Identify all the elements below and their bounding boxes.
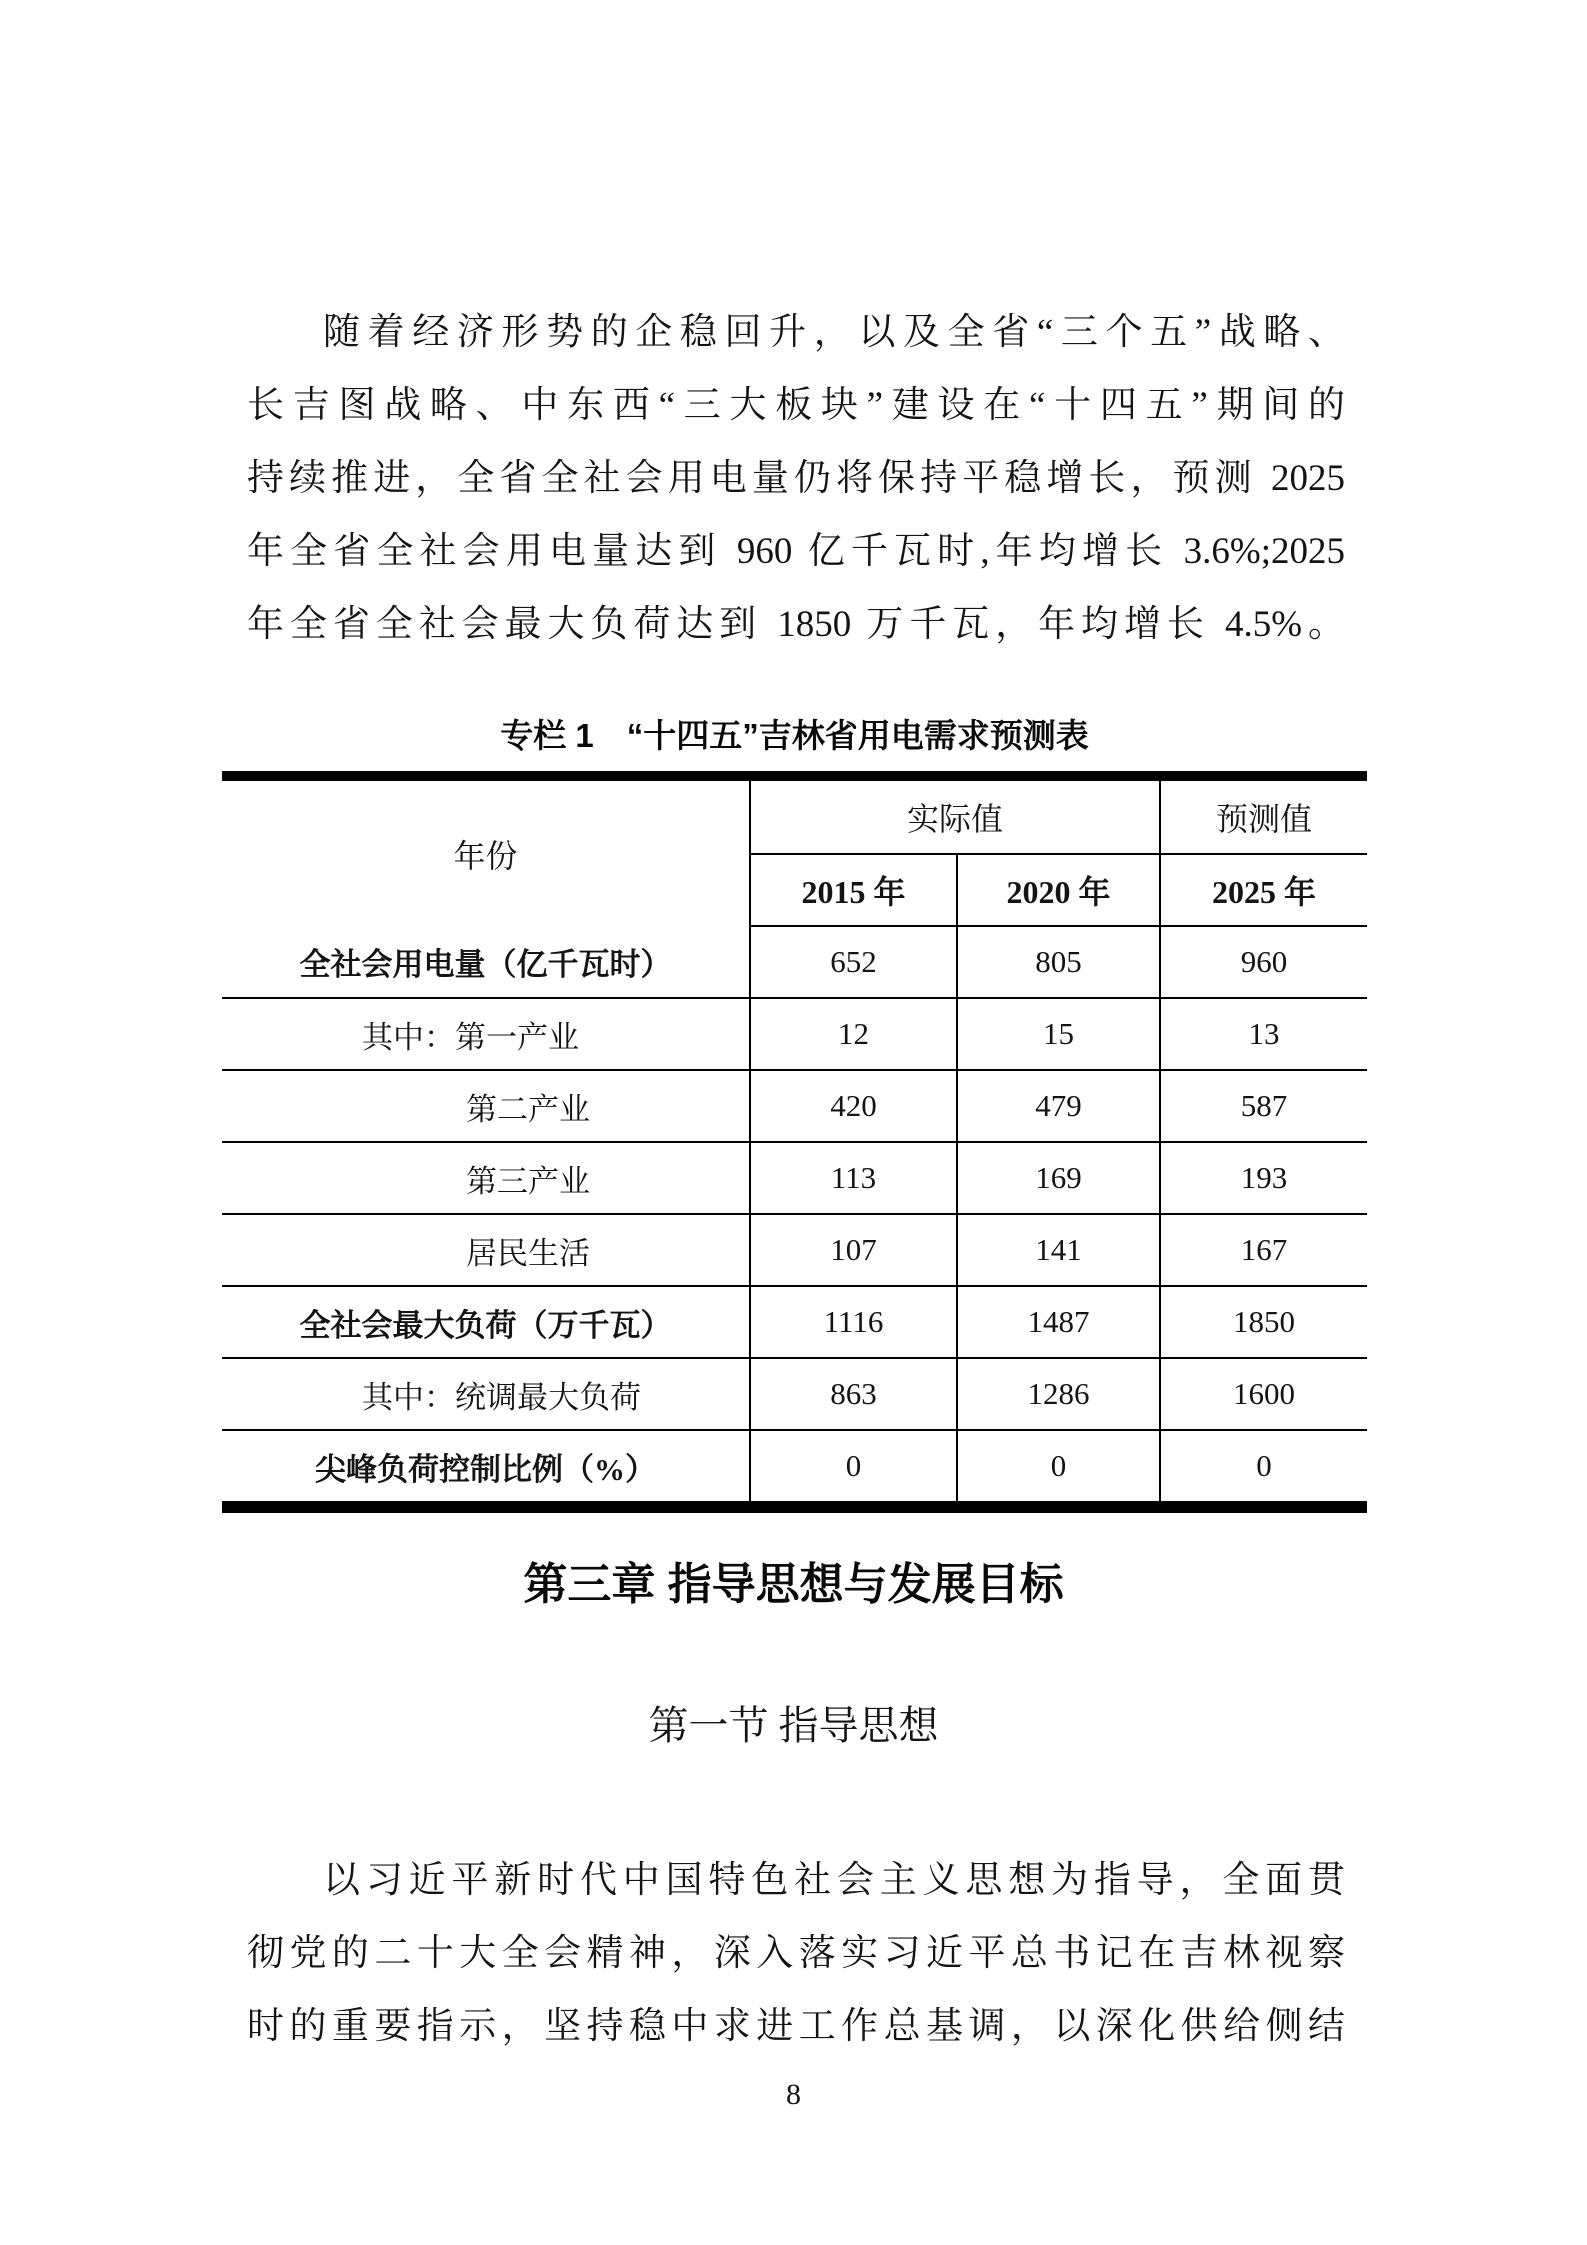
paragraph-demand-forecast — [247, 296, 1345, 661]
table-row — [222, 1430, 1367, 1507]
row-label: 第三产业 — [222, 1142, 750, 1214]
row-value: 113 — [750, 1142, 957, 1214]
table-row — [222, 1358, 1367, 1430]
row-label: 尖峰负荷控制比例（%） — [222, 1430, 750, 1507]
row-label: 第二产业 — [222, 1070, 750, 1142]
row-value: 479 — [957, 1070, 1160, 1142]
table-row — [222, 1286, 1367, 1358]
row-value: 0 — [957, 1430, 1160, 1507]
header-cell-2020: 2020 年 — [957, 854, 1160, 926]
header-cell-actual: 实际值 — [750, 776, 1160, 854]
row-value: 169 — [957, 1142, 1160, 1214]
paragraph-guiding-ideology — [247, 1844, 1345, 2063]
header-cell-2015: 2015 年 — [750, 854, 957, 926]
row-value: 863 — [750, 1358, 957, 1430]
row-value: 420 — [750, 1070, 957, 1142]
header-cell-year: 年份 — [222, 776, 750, 926]
header-cell-forecast: 预测值 — [1160, 776, 1367, 854]
row-value: 1286 — [957, 1358, 1160, 1430]
section-heading: 第一节 指导思想 — [648, 1703, 939, 1748]
row-value: 0 — [1160, 1430, 1367, 1507]
row-value: 0 — [750, 1430, 957, 1507]
table-row — [222, 1142, 1367, 1214]
row-value: 652 — [750, 926, 957, 998]
paragraph-line: 持续推进，全省全社会用电量仍将保持平稳增长，预测 2025 — [247, 458, 1345, 499]
row-value: 141 — [957, 1214, 1160, 1286]
header-cell-2025: 2025 年 — [1160, 854, 1367, 926]
row-value: 1600 — [1160, 1358, 1367, 1430]
paragraph-line: 随着经济形势的企稳回升，以及全省“三个五”战略、 — [323, 312, 1345, 353]
row-label: 居民生活 — [222, 1214, 750, 1286]
chapter-heading: 第三章 指导思想与发展目标 — [523, 1560, 1064, 1609]
table-row — [222, 1214, 1367, 1286]
paragraph-line: 年全省全社会用电量达到 960 亿千瓦时,年均增长 3.6%;2025 — [247, 531, 1345, 572]
table-row — [222, 926, 1367, 998]
row-value: 805 — [957, 926, 1160, 998]
row-value: 1850 — [1160, 1286, 1367, 1358]
paragraph-line: 以习近平新时代中国特色社会主义思想为指导，全面贯 — [323, 1860, 1345, 1901]
row-value: 107 — [750, 1214, 957, 1286]
row-value: 1487 — [957, 1286, 1160, 1358]
paragraph-line: 年全省全社会最大负荷达到 1850 万千瓦，年均增长 4.5%。 — [247, 604, 1345, 645]
table-header-row-groups — [222, 776, 1367, 854]
row-value: 13 — [1160, 998, 1367, 1070]
table-caption: 专栏 1 “十四五”吉林省用电需求预测表 — [500, 717, 1089, 754]
row-value: 15 — [957, 998, 1160, 1070]
paragraph-line: 长吉图战略、中东西“三大板块”建设在“十四五”期间的 — [247, 385, 1345, 426]
row-value: 960 — [1160, 926, 1367, 998]
row-label: 全社会最大负荷（万千瓦） — [222, 1286, 750, 1358]
table-row — [222, 998, 1367, 1070]
row-value: 12 — [750, 998, 957, 1070]
row-value: 1116 — [750, 1286, 957, 1358]
row-label: 其中：第一产业 — [222, 998, 750, 1070]
table-row — [222, 1070, 1367, 1142]
row-label: 全社会用电量（亿千瓦时） — [222, 926, 750, 998]
page-number: 8 — [786, 2078, 801, 2111]
demand-forecast-table — [222, 771, 1367, 1513]
row-value: 587 — [1160, 1070, 1367, 1142]
paragraph-line: 彻党的二十大全会精神，深入落实习近平总书记在吉林视察 — [247, 1933, 1345, 1974]
paragraph-line: 时的重要指示，坚持稳中求进工作总基调，以深化供给侧结 — [247, 2006, 1345, 2047]
row-label: 其中：统调最大负荷 — [222, 1358, 750, 1430]
row-value: 193 — [1160, 1142, 1367, 1214]
row-value: 167 — [1160, 1214, 1367, 1286]
